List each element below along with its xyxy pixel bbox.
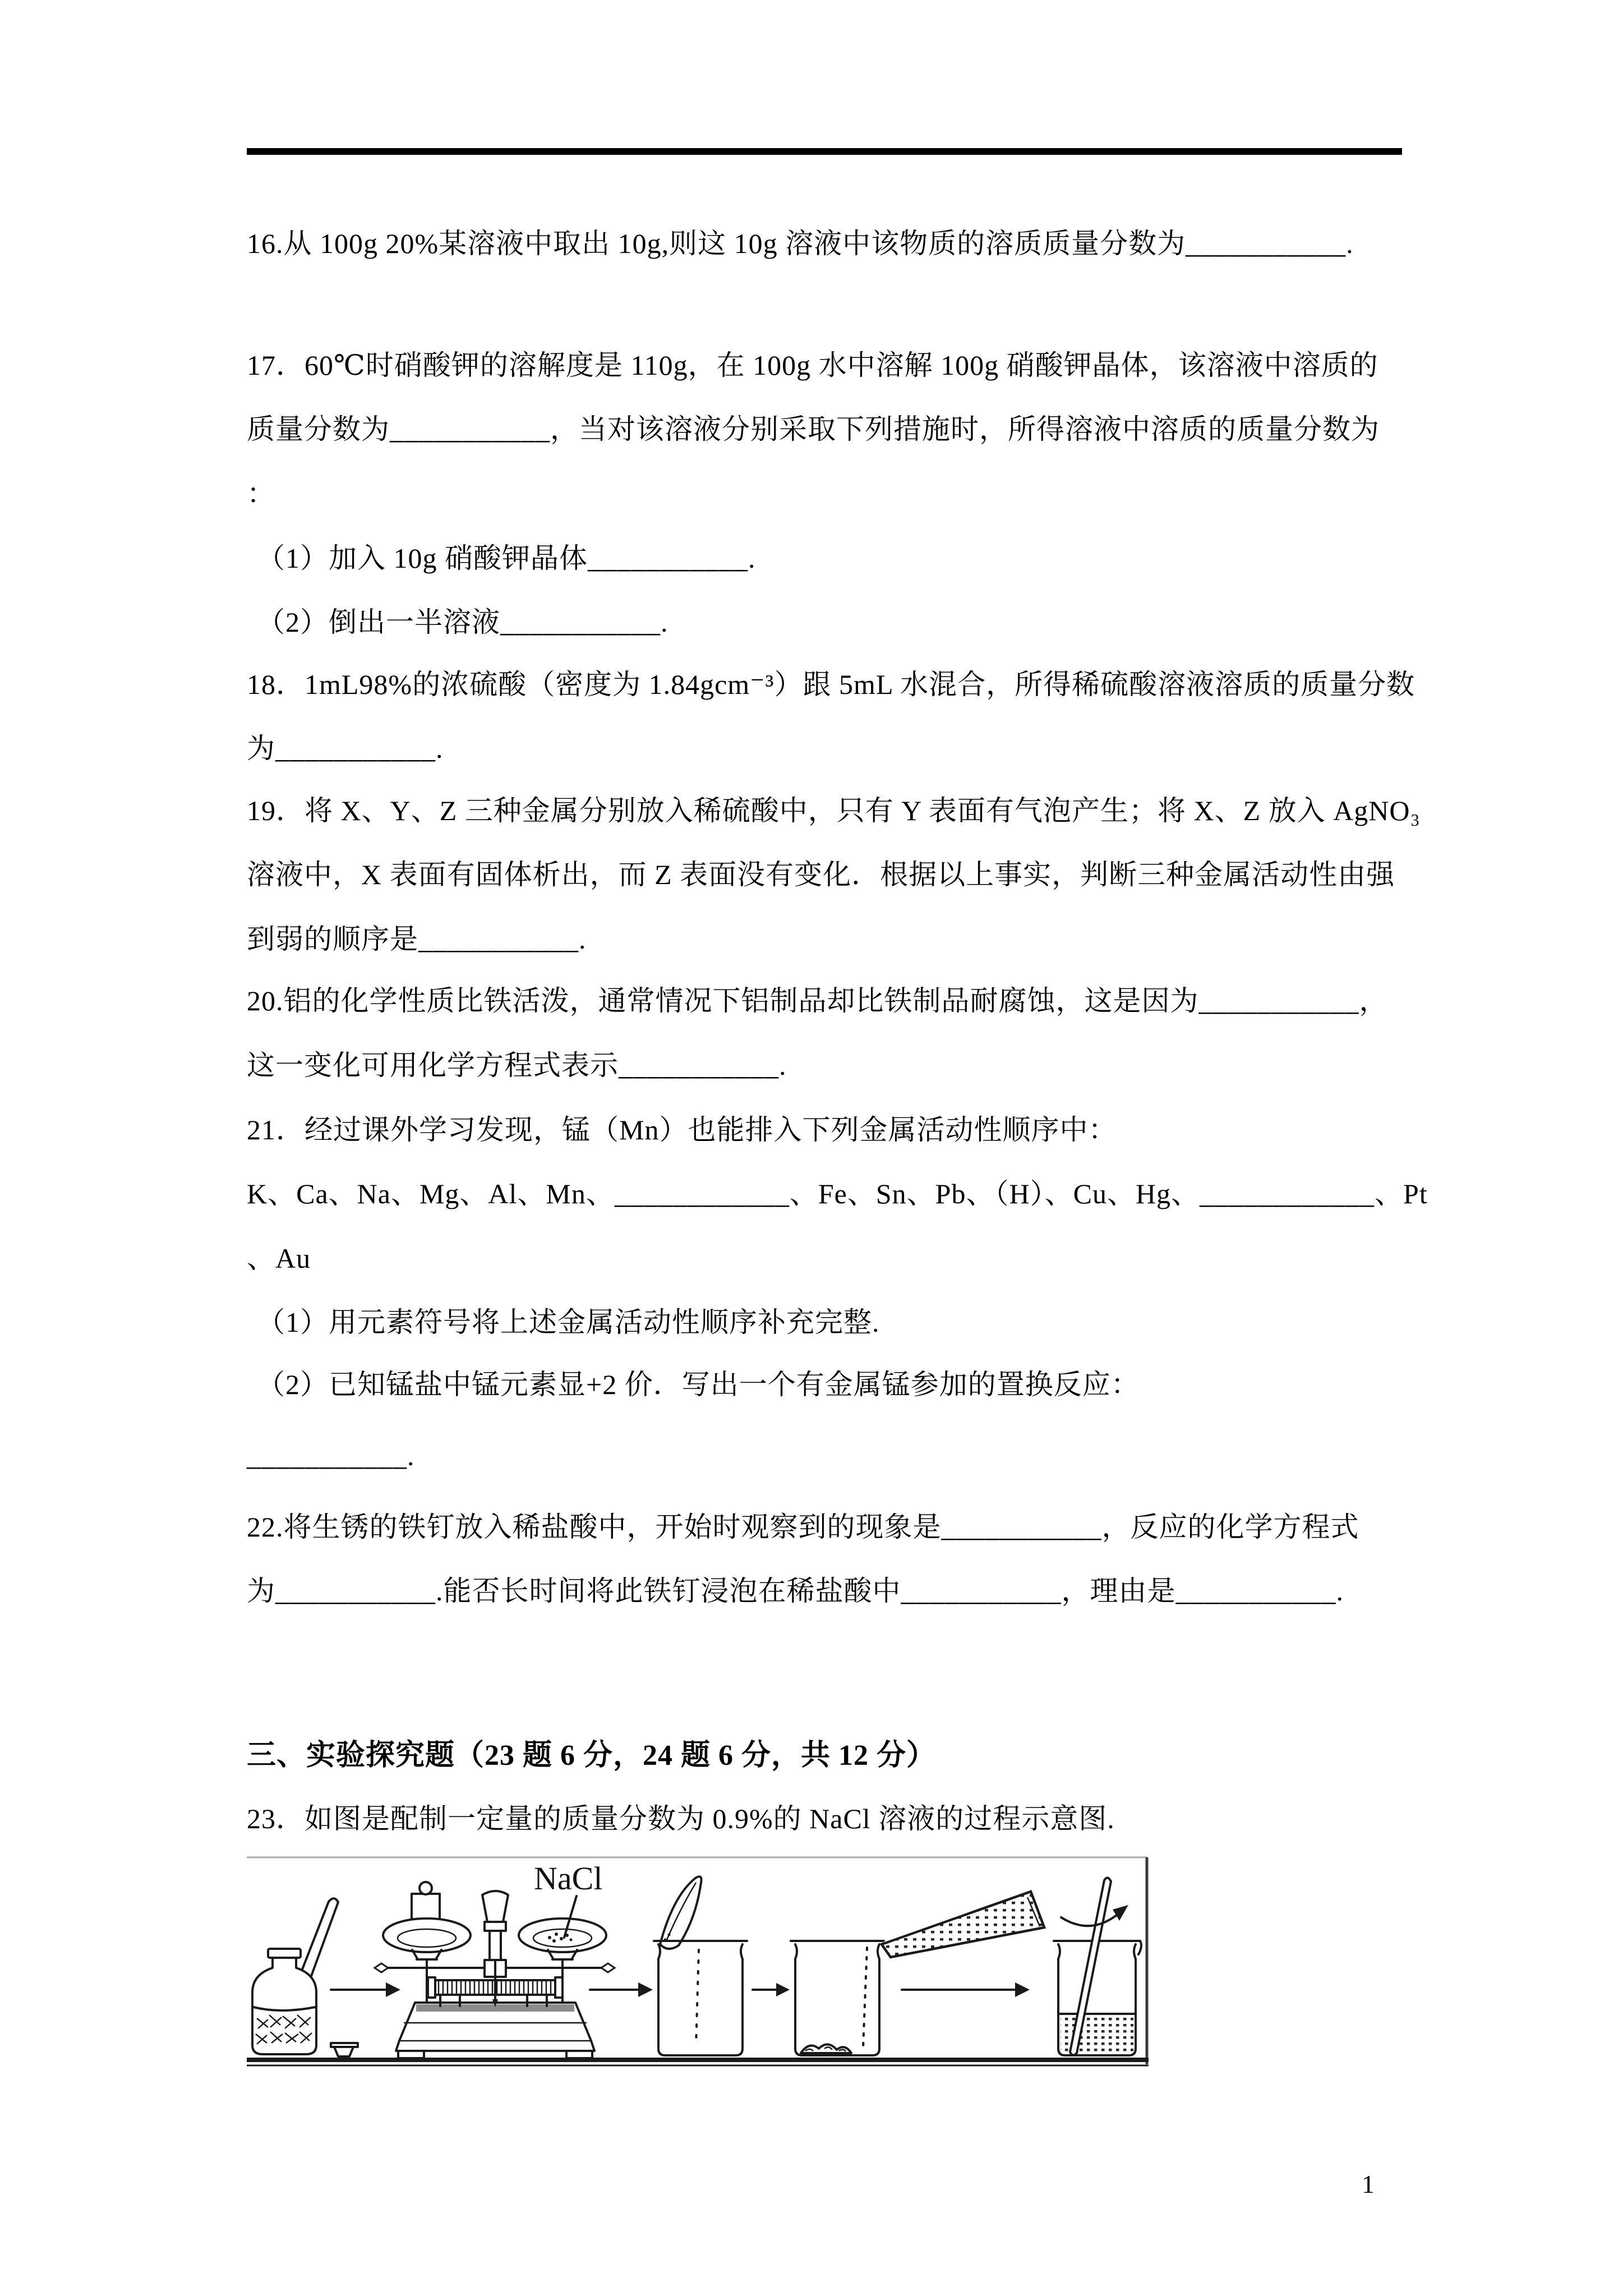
flow-arrow-3-icon [753,1983,790,1996]
question-18-line1: 18．1mL98%的浓硫酸（密度为 1.84gcm⁻³）跟 5mL 水混合，所得稀硫酸溶液溶质的质量分数 [247,669,1415,700]
question-21-blank: ___________. [247,1440,415,1471]
table-line [247,2060,1149,2065]
question-17-line1: 17．60℃时硝酸钾的溶解度是 110g，在 100g 水中溶解 100g 硝酸钾晶体，该溶液中溶质的 [247,349,1378,381]
question-21-series: K、Ca、Na、Mg、Al、Mn、____________、Fe、Sn、Pb、（H）、Cu、Hg、____________、Pt [247,1178,1428,1209]
flow-arrow-4-icon [902,1982,1030,1997]
flow-arrow-1-icon [331,1982,400,1997]
page-number: 1 [1362,2169,1375,2198]
question-23-line1: 23．如图是配制一定量的质量分数为 0.9%的 NaCl 溶液的过程示意图. [247,1803,1115,1834]
section-3-heading: 三、实验探究题（23 题 6 分，24 题 6 分，共 12 分） [247,1739,937,1772]
question-17-item1: （1）加入 10g 硝酸钾晶体___________. [257,542,756,574]
question-19-line1: 19．将 X、Y、Z 三种金属分别放入稀硫酸中，只有 Y 表面有气泡产生；将 X、Z 放入 AgNO₃ [247,795,1421,826]
reagent-bottle-with-spatula-icon [252,1898,338,2054]
nacl-label-text: NaCl [534,1860,603,1897]
question-20-line1: 20.铝的化学性质比铁活泼，通常情况下铝制品却比铁制品耐腐蚀，这是因为___________， [247,985,1388,1016]
question-22-line1: 22.将生锈的铁钉放入稀盐酸中，开始时观察到的现象是___________，反应的化学方程式 [247,1511,1359,1543]
question-21-au: 、Au [247,1243,311,1274]
weighing-cup-icon [331,2043,358,2056]
beaker-with-salt-pile-icon [791,1941,884,2055]
graduated-cylinder-pouring-icon [882,1892,1044,1957]
header-rule [247,148,1402,155]
question-19-line3: 到弱的顺序是___________. [247,923,587,955]
question-17-colon: ： [247,478,275,509]
flow-arrow-2-icon [590,1982,653,1997]
question-20-line2: 这一变化可用化学方程式表示___________. [247,1050,787,1081]
experiment-procedure-figure [247,1856,1150,2068]
question-16: 16.从 100g 20%某溶液中取出 10g,则这 10g 溶液中该物质的溶质质量分数为___________. [247,228,1354,259]
question-21-item1: （1）用元素符号将上述金属活动性顺序补充完整. [257,1306,880,1338]
beaker-receiving-salt-icon [654,1941,747,2055]
question-17-line2: 质量分数为___________，当对该溶液分别采取下列措施时，所得溶液中溶质的质量分数为 [247,413,1380,445]
paper-scoop-icon [660,1876,702,1949]
question-17-item2: （2）倒出一半溶液___________. [257,606,668,638]
question-18-line2: 为___________. [247,733,444,764]
question-21-line1: 21．经过课外学习发现，锰（Mn）也能排入下列金属活动性顺序中： [247,1114,1117,1145]
beaker-solution-with-stirring-rod-icon [1054,1878,1141,2055]
question-22-line2: 为___________.能否长时间将此铁钉浸泡在稀盐酸中___________，理由是___________. [247,1575,1344,1607]
question-21-item2: （2）已知锰盐中锰元素显+2 价．写出一个有金属锰参加的置换反应： [257,1369,1140,1400]
question-19-line2: 溶液中，X 表面有固体析出，而 Z 表面没有变化．根据以上事实，判断三种金属活动性由强 [247,859,1395,890]
platform-balance-icon [375,1882,615,2058]
